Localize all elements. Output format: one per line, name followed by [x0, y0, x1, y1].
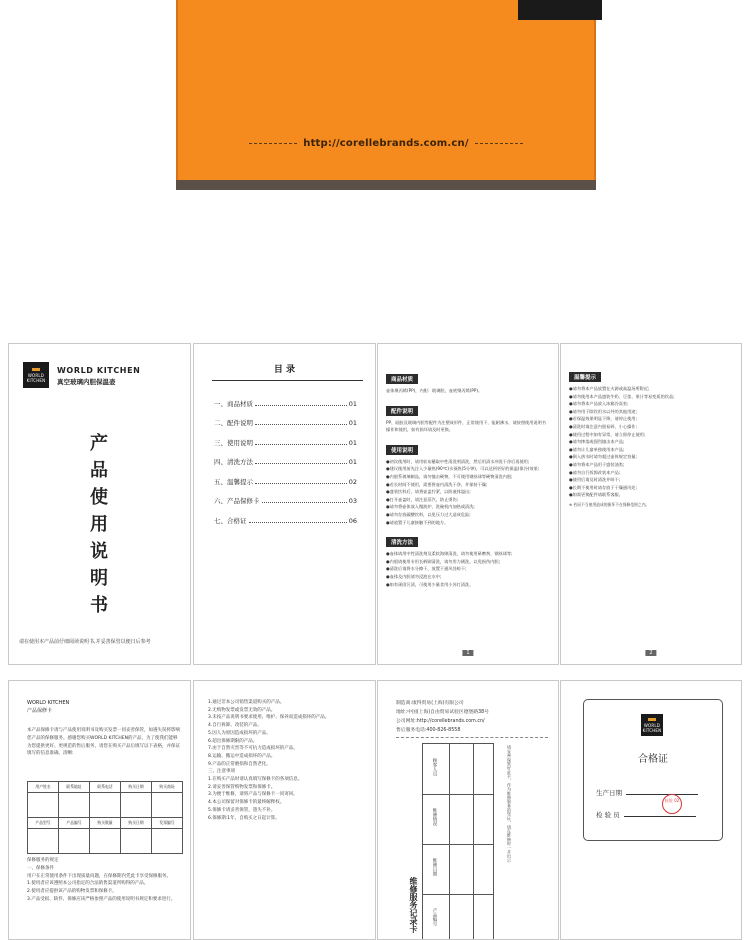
text-line: 2.无购物发票或发票无效的产品。	[208, 707, 276, 713]
toc-item-label: 七、合格证	[214, 516, 247, 525]
toc-item	[214, 408, 357, 428]
tips-section	[569, 364, 733, 499]
box-url-row	[178, 138, 594, 149]
toc-item	[214, 466, 357, 486]
text-line: ●长期不使用时请存放于干燥通风处;	[569, 484, 637, 490]
certificate-title: 合格证	[638, 754, 668, 765]
table-cell	[59, 829, 90, 854]
table-cell	[28, 829, 59, 854]
instructions-page-1	[377, 343, 559, 665]
production-date-line	[626, 794, 698, 795]
toc-item-page: 01	[348, 399, 357, 408]
text-line: 4.自行拆卸、改装的产品。	[208, 723, 262, 729]
service-record-grid	[422, 743, 494, 940]
title-char: 使	[90, 487, 108, 508]
logo-text-line-2: KITCHEN	[26, 377, 46, 383]
toc-item-page: 01	[348, 419, 357, 427]
title-char: 说	[90, 541, 108, 562]
toc-page	[193, 343, 376, 665]
title-char: 产	[90, 433, 108, 454]
company-website: 公司网址:http://corellebrands.com.cn/	[396, 719, 485, 724]
toc-leader	[255, 483, 347, 484]
toc-item-page: 06	[348, 516, 357, 525]
inspector-line	[624, 816, 696, 817]
text-line: 2.请妥善保管购物发票和保修卡。	[208, 784, 276, 790]
toc-item-label: 五、温馨提示	[214, 477, 253, 486]
table-cell	[121, 829, 152, 854]
toc-divider	[212, 380, 363, 381]
toc-leader	[255, 405, 347, 406]
section-body	[386, 550, 550, 588]
text-line: 5.因人为原因造成损坏的产品。	[208, 730, 271, 736]
grid-label: 维修情况	[432, 808, 437, 826]
warranty-card-name: 产品保修卡	[27, 708, 53, 714]
title-char: 品	[90, 460, 108, 481]
text-line: ●请勿将本产品放入冰箱冷冻室;	[569, 401, 629, 407]
warranty-page-1	[8, 680, 191, 940]
warranty-rules	[27, 857, 180, 904]
content-section	[386, 437, 550, 526]
grid-col-line	[473, 744, 474, 940]
service-card-title: 维修服务记录卡	[409, 877, 418, 933]
section-heading: 配件说明	[386, 406, 418, 416]
warranty-page-2	[193, 680, 376, 940]
table-header-cell: 联系地址	[59, 782, 90, 793]
toc-leader	[255, 424, 347, 425]
toc-item	[214, 447, 357, 467]
table-cell	[152, 829, 183, 854]
toc-leader	[255, 444, 347, 445]
warranty-intro: 本产品保修卡请与产品使用说明书及购买发票一同妥善保管，如遇失误将影响您产品的保修服务。感谢您购买WORLD KITCHEN的产品，为了使我们能够为您提供更好、更规范的售后服务，请您在购买产品后填写以下表格，并保证填写的信息准确、清晰:	[27, 728, 180, 757]
table-header-cell: 购买数量	[90, 818, 121, 829]
table-header-cell: 联系电话	[90, 782, 121, 793]
grid-row-line	[423, 894, 493, 895]
cut-line	[396, 737, 548, 738]
section-line: ●请勿将壶体放入微波炉、洗碗机内加热或清洗;	[386, 504, 475, 510]
section-body	[386, 458, 550, 526]
toc-item	[214, 388, 357, 408]
section-body	[386, 387, 550, 395]
section-line: ●壶体及内胆请勿浸泡在水中;	[386, 573, 442, 579]
table-cell	[90, 793, 121, 818]
table-header-cell: 用户姓名	[28, 782, 59, 793]
inspection-stamp: 检验 02	[662, 794, 682, 814]
toc-title: 目 录	[273, 365, 296, 375]
text-line: ●清洗时请注意内胆易碎，小心操作;	[569, 423, 637, 429]
grid-label: 顾客人员	[432, 758, 437, 776]
logo-text-line-1: WORLD	[643, 722, 661, 728]
table-header-cell: 购买日期	[121, 782, 152, 793]
section-line: PP、硅胶及玻璃内胆等配件为注塑成形件，正常使用下，能耐沸水，请按照使用说明书操作和使用，如有损坏请及时更换。	[386, 419, 546, 433]
inspector-row	[596, 810, 696, 819]
production-date-row	[596, 788, 698, 797]
text-line: ●请勿让儿童单独使用本产品;	[569, 446, 625, 452]
section-heading: 使用说明	[386, 445, 418, 455]
table-cell	[59, 793, 90, 818]
toc-leader	[262, 502, 347, 503]
toc-item-label: 六、产品保修卡	[214, 497, 260, 505]
toc-leader	[249, 522, 347, 523]
text-line: ●如需更换配件请联系客服。	[569, 492, 623, 498]
section-heading: 温馨提示	[569, 372, 601, 382]
product-box-photo	[176, 0, 596, 190]
brand-name: WORLD KITCHEN	[57, 366, 141, 375]
warranty-header	[27, 699, 69, 715]
text-line: ●请勿用于除饮用水以外的其他用途;	[569, 408, 637, 414]
section-line: ●内胆系玻璃制品，请勿撞击硬物，不可使用钢丝球等硬物清洗内胆;	[386, 473, 513, 479]
url-dash-left	[249, 143, 297, 144]
toc-item-label: 一、商品材质	[214, 399, 253, 408]
table-cell	[28, 793, 59, 818]
content-section	[386, 398, 550, 434]
content-section	[386, 366, 550, 395]
brand-logo	[23, 362, 49, 388]
company-name: 制造商:康得贸易(上海)有限公司	[396, 701, 464, 706]
toc-item-label: 三、使用说明	[214, 438, 253, 447]
text-line: 1.通过非本公司销售渠道购买的产品。	[208, 700, 285, 705]
tips-content	[569, 364, 733, 508]
registration-table	[27, 781, 183, 854]
text-line: 1.在购买产品时请认真填写保修卡的各项信息。	[208, 777, 303, 783]
manual-cover-page	[8, 343, 191, 665]
section-line: ●打开壶盖时，请注意蒸汽，防止烫伤;	[386, 496, 459, 502]
text-line: 7.由于自然灾害等不可抗力造成损坏的产品。	[208, 746, 298, 752]
section-line: ●壶体请用中性清洗剂及柔软海绵清洗，请勿使用研磨剂、钢丝球等;	[386, 551, 513, 557]
text-line: 一、保修条件	[27, 865, 54, 871]
section-body	[386, 419, 550, 434]
toc-list	[214, 388, 357, 525]
text-line: ●若保温效果明显下降，请停止使用;	[569, 416, 637, 422]
box-url-text: http://corellebrands.com.cn/	[303, 138, 469, 149]
text-line: 9.产品的正常磨损和自然老化。	[208, 761, 271, 767]
toc-item	[214, 427, 357, 447]
toc-item-label: 四、清洗方法	[214, 458, 253, 466]
text-line: ●使用后请及时清洗并晾干;	[569, 477, 621, 483]
text-line: 4.本公司保留对保修卡的最终解释权。	[208, 800, 285, 806]
grid-col-line	[449, 744, 450, 940]
section-line: ●请放置于儿童接触不到的地方。	[386, 519, 449, 525]
text-line: 3.未按产品说明书要求使用、维护、保养而造成损坏的产品。	[208, 715, 330, 721]
section-line: ●初次使用时，请用软布蘸取中性清洗剂清洗，然后用清水冲洗干净后再使用;	[386, 458, 530, 464]
toc-item-page: 02	[348, 477, 357, 486]
table-header-cell: 购买日期	[121, 818, 152, 829]
section-line: ●内胆请使用专用长柄刷清洗，请勿用力刷洗，以免损伤内胆;	[386, 558, 500, 564]
box-base	[176, 180, 596, 190]
section-body	[569, 385, 733, 499]
section-line: ●若长时间不使用，需要将壶内清洗干净，并保持干燥;	[386, 481, 488, 487]
title-char: 用	[90, 514, 108, 535]
content-section	[386, 529, 550, 588]
grid-label: 产品编号	[432, 908, 437, 926]
text-line: 1.使用者应该遵照本公司指定的合法销售渠道所购得的产品。	[27, 881, 149, 887]
logo-mark	[32, 368, 40, 371]
inspector-label: 检 验 员	[596, 811, 620, 819]
section-line: ●盛装饮料后，请将壶盖拧紧，以防液体溢出;	[386, 489, 471, 495]
cover-footer-note: 请在使用本产品前仔细阅读说明书,并妥善保管以便日后参考	[19, 639, 151, 645]
company-info	[396, 699, 550, 735]
warranty-rules-continued	[208, 699, 365, 822]
table-header-cell: 发票编号	[152, 818, 183, 829]
product-subtitle: 真空玻璃内胆保温壶	[57, 378, 116, 386]
logo-mark	[648, 718, 656, 721]
text-line: ●请勿自行拆卸改装本产品;	[569, 469, 621, 475]
text-line: 2.使用者应提供该产品的购物发票和保修卡。	[27, 889, 117, 895]
box-window	[518, 0, 602, 20]
section-heading: 商品材质	[386, 374, 418, 384]
grid-row-line	[423, 794, 493, 795]
text-line: ●请勿使用本产品盛装牛奶、豆浆、果汁等易变质的饮品;	[569, 393, 675, 399]
service-hotline: 售后服务电话:400-826-8558	[396, 728, 461, 733]
section-heading: 清洗方法	[386, 537, 418, 547]
logo-text-line-2: KITCHEN	[642, 727, 662, 733]
table-cell	[90, 829, 121, 854]
title-char: 书	[90, 595, 108, 616]
section-line: 壶体聚丙烯(PP)，内胆：玻璃胆，壶底聚丙烯(PP)。	[386, 388, 483, 393]
company-address: 地址:中国(上海)自由贸易试验区德堡路38号	[396, 710, 490, 715]
text-line: 3.产品受损、缺件、保修应该严格参照产品的使用说明书规定和要求进行。	[27, 896, 176, 902]
certificate-page	[560, 680, 742, 940]
section-line: ●建议使用前先注入少量热(90℃)水预热(5分钟)，可以达到更好的保温(保冷)效果;	[386, 466, 540, 472]
brand-logo	[641, 714, 663, 736]
production-date-label: 生产日期	[596, 789, 622, 797]
toc-item-page: 01	[348, 438, 357, 447]
table-cell	[152, 793, 183, 818]
toc-item	[214, 505, 357, 525]
grid-label: 维修日期	[432, 858, 437, 876]
text-line: 用户在正常使用条件下出现质量问题，在保修期内凭此卡享受保修服务。	[27, 873, 171, 879]
warranty-brand: WORLD KITCHEN	[27, 700, 70, 706]
text-line: 8.运输、搬运中造成损坏的产品。	[208, 753, 276, 759]
table-header-cell: 产品编号	[59, 818, 90, 829]
service-card-note: 请妥善保管好此卡，作为维修服务的凭证，请在维修时一并出示	[507, 745, 512, 863]
toc-item-page: 03	[348, 497, 357, 505]
toc-item-page: 01	[348, 458, 357, 466]
text-line: 保修服务的规定	[27, 858, 59, 863]
text-line: ●使用过程中如有异常，请立即停止使用;	[569, 431, 646, 437]
page-number: 1	[462, 650, 473, 656]
section-line: ●请勿存放碳酸饮料，以免压力过大造成危险;	[386, 511, 471, 517]
service-record-page	[377, 680, 559, 940]
url-dash-right	[475, 143, 523, 144]
grid-row-line	[423, 844, 493, 845]
title-char: 明	[90, 568, 108, 589]
page-number: 2	[645, 650, 656, 656]
certificate-card	[583, 699, 723, 841]
table-header-cell: 产品型号	[28, 818, 59, 829]
toc-item	[214, 486, 357, 506]
text-line: 三、注意事项	[208, 769, 235, 775]
instructions-content	[386, 366, 550, 591]
toc-item-label: 二、配件说明	[214, 419, 253, 427]
text-line: 6.保修期:1年，自购买之日起计算。	[208, 815, 280, 821]
text-line: 3.为便于维修，请将产品与保修卡一同寄回。	[208, 792, 298, 798]
tips-note: ※ 若因不当使用造成的损坏不在保修范围之内。	[569, 501, 650, 507]
text-line: 5.保修卡请妥善保管，遗失不补。	[208, 807, 276, 813]
section-line: ●清洗后请将水分擦干，放置于通风处晾干;	[386, 566, 467, 572]
toc-leader	[255, 463, 347, 464]
section-line: ●如有顽固污渍，可使用少量食用小苏打清洗。	[386, 581, 474, 587]
text-line: ●请勿将本产品放置在火源或高温场所附近;	[569, 386, 650, 391]
table-cell	[121, 793, 152, 818]
text-line: ●倒入热水时请勿超过壶体规定容量;	[569, 454, 637, 460]
text-line: 6.超出保修期限的产品。	[208, 738, 258, 744]
text-line: ●请勿将本产品用于盛装油类;	[569, 461, 625, 467]
table-header-cell: 购买商场	[152, 782, 183, 793]
manual-title	[87, 430, 111, 619]
logo-text-line-1: WORLD	[27, 372, 45, 378]
tips-page	[560, 343, 742, 665]
text-line: ●请勿摔落或强烈撞击本产品;	[569, 439, 625, 445]
